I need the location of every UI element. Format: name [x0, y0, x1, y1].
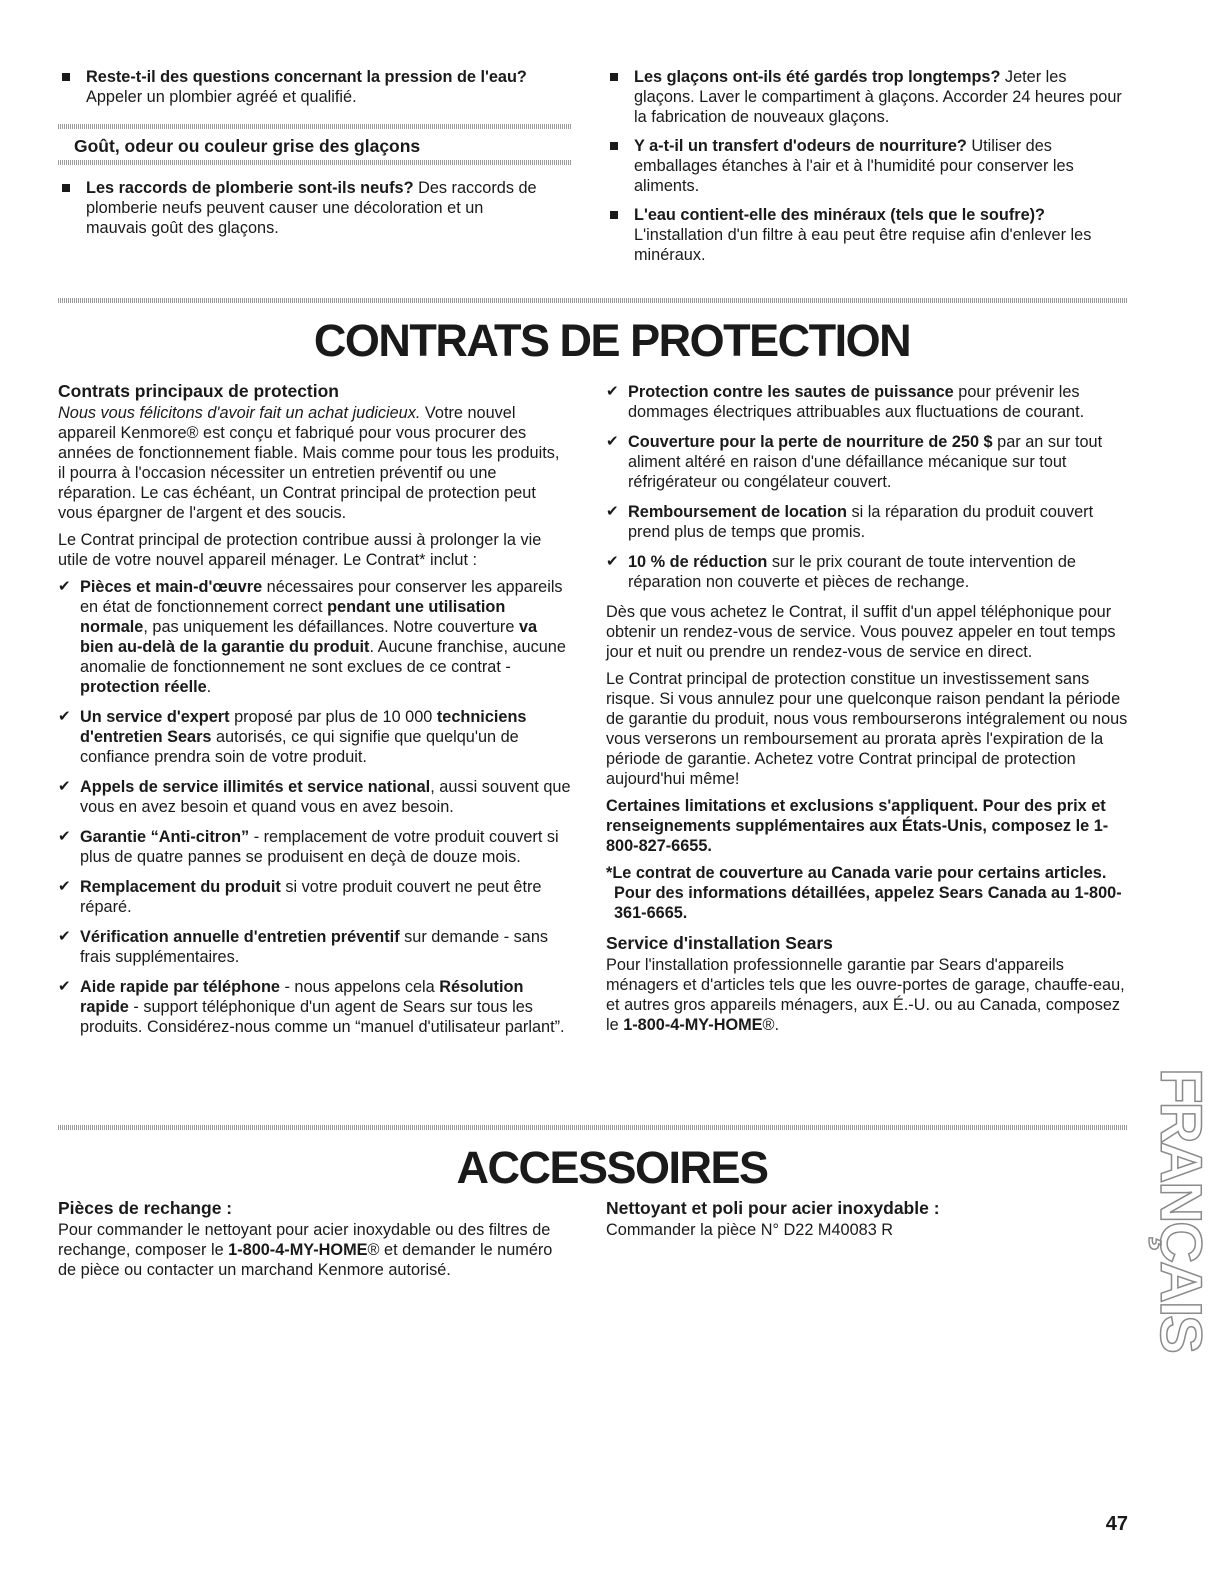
pressure-item	[58, 67, 573, 107]
parts-t1: nécessaires pour conserver les appareils en état de fonctionnement correct	[80, 578, 563, 616]
trouble-right-column	[606, 67, 1128, 274]
calls-b: Appels de service illimités et service national	[80, 778, 431, 796]
expert-t2: autorisés, ce qui signifie que quelqu'un de confiance prendra soin de votre produit.	[80, 728, 519, 766]
main-contracts-heading: Contrats principaux de protection	[58, 381, 339, 401]
kept-answer: Jeter les glaçons. Laver le compartiment à glaçons. Accorder 24 heures pour la fabrication de nouveaux glaçons.	[634, 68, 1122, 126]
check-item-discount	[606, 552, 1128, 592]
rental-t: si la réparation du produit couvert prend plus de temps que promis.	[628, 503, 1094, 541]
parts-b4: protection réelle	[80, 678, 207, 696]
intro-paragraph	[58, 403, 571, 523]
check-item-calls	[58, 777, 571, 817]
limits-text: Certaines limitations et exclusions s'appliquent. Pour des prix et renseignements supplémentaires aux États-Unis, composez le 1-800-827-6655.	[606, 797, 1109, 855]
divider	[58, 160, 571, 165]
purchase-paragraph: Dès que vous achetez le Contrat, il suffit d'un appel téléphonique pour obtenir un rendez-vous de service. Vous pouvez appeler en tout temps jour et nuit ou prendre un rendez-vous de service en direct.	[606, 603, 1116, 661]
check-item-parts	[58, 577, 571, 697]
canada-text: *Le contrat de couverture au Canada varie pour certains articles. Pour des informations détaillées, appelez Sears Canada au 1-800-361-6665.	[606, 864, 1122, 922]
plumbing-col	[58, 178, 548, 247]
food-t: par an sur tout aliment altéré en raison d'une défaillance mécanique sur tout réfrigérateur ou congélateur couvert.	[628, 433, 1103, 491]
parts-t2: , pas uniquement les défaillances. Notre couverture	[143, 618, 519, 636]
replace-b: Remplacement du produit	[80, 878, 281, 896]
check-item-lemon	[58, 827, 571, 867]
section-divider	[58, 1125, 1128, 1130]
parts-b1: Pièces et main-d'œuvre	[80, 578, 263, 596]
expert-b2: techniciens d'entretien Sears	[80, 708, 527, 746]
install-text: Pour l'installation professionnelle garantie par Sears d'appareils ménagers et d'articles tels que les ouvre-portes de garage, chauffe-eau, et autres gros appareils ménagers, aux É.-U. ou au Canada, composez le	[606, 956, 1125, 1034]
parts-t3: . Aucune franchise, aucune anomalie de fonctionnement ne sont exclues de ce contrat -	[80, 638, 566, 676]
lemon-t: - remplacement de votre produit couvert si plus de quatre pannes se produisent en deçà de douze mois.	[80, 828, 559, 866]
surge-t: pour prévenir les dommages électriques attribuables aux fluctuations de courant.	[628, 383, 1085, 421]
plumbing-question: Les raccords de plomberie sont-ils neufs?	[86, 179, 414, 197]
phone-b2: Résolution rapide	[80, 978, 524, 1016]
kept-question: Les glaçons ont-ils été gardés trop longtemps?	[634, 68, 1001, 86]
install-end: ®.	[762, 1016, 780, 1034]
page-number: 47	[1105, 1513, 1128, 1535]
side-language-tab	[1148, 1068, 1213, 1352]
check-item-rental	[606, 502, 1128, 542]
intro-italic: Nous vous félicitons d'avoir fait un achat judicieux.	[58, 404, 421, 422]
odor-item	[606, 136, 1128, 196]
check-item-surge	[606, 382, 1128, 422]
rental-b: Remboursement de location	[628, 503, 847, 521]
intro2-paragraph: Le Contrat principal de protection contribue aussi à prolonger la vie utile de votre nouvel appareil ménager. Le Contrat* inclut :	[58, 531, 542, 569]
parts-text2: ® et demander le numéro de pièce ou contacter un marchand Kenmore autorisé.	[58, 1241, 553, 1279]
parts-b2: pendant une utilisation normale	[80, 598, 506, 636]
parts-t4: .	[206, 678, 212, 696]
replace-t: si votre produit couvert ne peut être réparé.	[80, 878, 542, 916]
parts-b3: va bien au-delà de la garantie du produit	[80, 618, 538, 656]
minerals-item	[606, 205, 1128, 265]
check-item-annual	[58, 927, 571, 967]
annual-b: Vérification annuelle d'entretien préventif	[80, 928, 400, 946]
install-heading: Service d'installation Sears	[606, 933, 833, 953]
trouble-left-column	[58, 67, 573, 116]
pressure-answer: Appeler un plombier agréé et qualifié.	[86, 88, 357, 106]
annual-t: sur demande - sans frais supplémentaires.	[80, 928, 549, 966]
parts-paragraph	[58, 1220, 571, 1280]
risk-paragraph: Le Contrat principal de protection constitue un investissement sans risque. Si vous annulez pour une quelconque raison pendant la période de garantie du produit, nous vous rembourserons intégralement ou nous vous verserons un remboursement au prorata après l'expiration de la période de garantie. Achetez votre Contrat principal de protection aujourd'hui même!	[606, 670, 1128, 788]
canada-paragraph	[606, 863, 1128, 923]
contracts-left-column	[58, 381, 571, 1047]
cleaner-text: Commander la pièce N° D22 M40083 R	[606, 1221, 894, 1239]
cleaner-heading: Nettoyant et poli pour acier inoxydable :	[606, 1198, 940, 1218]
expert-t1: proposé par plus de 10 000	[229, 708, 437, 726]
taste-heading: Goût, odeur ou couleur grise des glaçons	[74, 136, 421, 156]
phone-t2: - support téléphonique d'un agent de Sears sur tous les produits. Considérez-nous comme un “manuel d'utilisateur parlant”.	[80, 998, 565, 1036]
check-item-phone	[58, 977, 571, 1037]
contracts-right-column	[606, 382, 1128, 1035]
plumbing-answer: Des raccords de plomberie neufs peuvent causer une décoloration et un mauvais goût des glaçons.	[86, 179, 537, 237]
discount-b: 10 % de réduction	[628, 553, 768, 571]
plumbing-item	[58, 178, 548, 238]
odor-answer: Utiliser des emballages étanches à l'air et à l'humidité pour conserver les aliments.	[634, 137, 1074, 195]
parts-phone: 1-800-4-MY-HOME	[228, 1241, 368, 1259]
surge-b: Protection contre les sautes de puissance	[628, 383, 954, 401]
parts-text1: Pour commander le nettoyant pour acier inoxydable ou des filtres de rechange, composer le	[58, 1221, 551, 1259]
divider	[58, 124, 571, 129]
minerals-question: L'eau contient-elle des minéraux (tels que le soufre)?	[634, 206, 1045, 224]
accessories-title: ACCESSOIRES	[456, 1142, 768, 1193]
odor-question: Y a-t-il un transfert d'odeurs de nourriture?	[634, 137, 967, 155]
discount-t: sur le prix courant de toute intervention de réparation non couverte et pièces de rechange.	[628, 553, 1076, 591]
pressure-question: Reste-t-il des questions concernant la pression de l'eau?	[86, 68, 527, 86]
intro-rest: Votre nouvel appareil Kenmore® est conçu et fabriqué pour vous procurer des années de fonctionnement fiable. Mais comme pour tous les produits, il pourra à l'occasion nécessiter un entretien préventif ou une réparation. Le cas échéant, un Contrat principal de protection peut vous épargner de l'argent et des soucis.	[58, 404, 560, 522]
side-language-label: FRANÇAIS	[1148, 1068, 1213, 1352]
calls-t: , aussi souvent que vous en avez besoin et quand vous en avez besoin.	[80, 778, 571, 816]
lemon-b: Garantie “Anti-citron”	[80, 828, 250, 846]
expert-b1: Un service d'expert	[80, 708, 230, 726]
install-phone: 1-800-4-MY-HOME	[623, 1016, 763, 1034]
check-item-food	[606, 432, 1128, 492]
kept-item	[606, 67, 1128, 127]
contracts-title: CONTRATS DE PROTECTION	[313, 315, 911, 366]
accessories-right-column	[606, 1198, 1056, 1240]
minerals-answer: L'installation d'un filtre à eau peut être requise afin d'enlever les minéraux.	[634, 226, 1092, 264]
food-b: Couverture pour la perte de nourriture de 250 $	[628, 433, 993, 451]
install-paragraph	[606, 955, 1128, 1035]
accessories-left-column	[58, 1198, 571, 1280]
check-item-replace	[58, 877, 571, 917]
check-item-expert	[58, 707, 571, 767]
phone-t1: - nous appelons cela	[279, 978, 440, 996]
phone-b1: Aide rapide par téléphone	[80, 978, 280, 996]
limits-paragraph	[606, 796, 1128, 856]
parts-heading: Pièces de rechange :	[58, 1198, 233, 1218]
section-divider	[58, 298, 1128, 303]
